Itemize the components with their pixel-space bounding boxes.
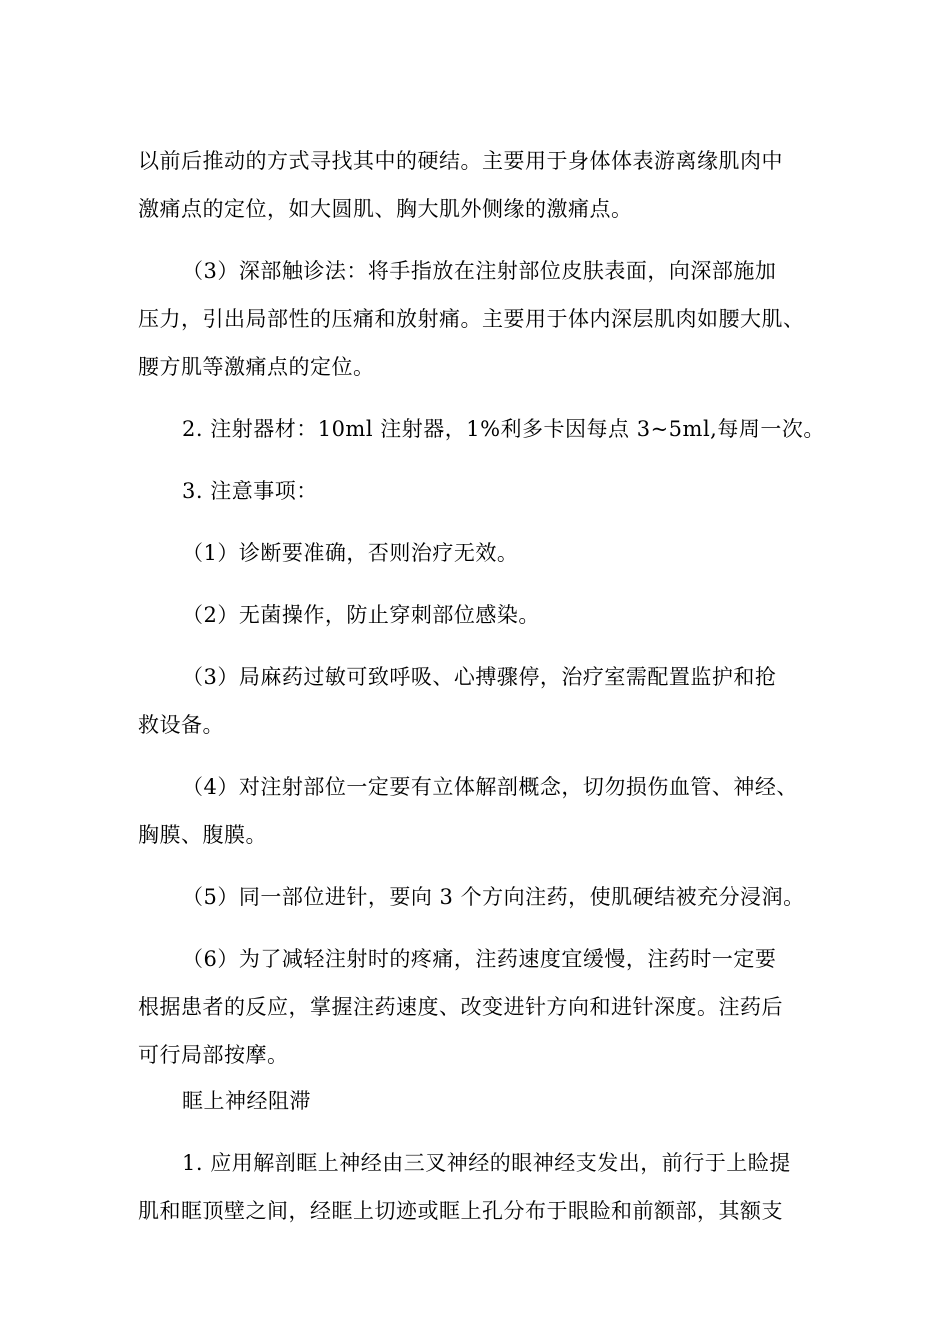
text-line-10: （3）局麻药过敏可致呼吸、心搏骤停，治疗室需配置监护和抢 [182,665,777,689]
text-line-3: （3）深部触诊法：将手指放在注射部位皮肤表面，向深部施加 [182,259,777,283]
text-line-8: （1）诊断要准确，否则治疗无效。 [182,541,519,565]
text-line-6: 2. 注射器材：10ml 注射器，1%利多卡因每点 3~5ml,每周一次。 [182,417,825,441]
section-heading: 眶上神经阻滞 [182,1089,311,1113]
text-line-20: 肌和眶顶壁之间，经眶上切迹或眶上孔分布于眼睑和前额部，其额支 [138,1199,783,1223]
text-line-17: 可行局部按摩。 [138,1043,289,1067]
text-line-16: 根据患者的反应，掌握注药速度、改变进针方向和进针深度。注药后 [138,995,783,1019]
text-line-2: 激痛点的定位，如大圆肌、胸大肌外侧缘的激痛点。 [138,197,633,221]
text-line-5: 腰方肌等激痛点的定位。 [138,355,375,379]
text-line-12: （4）对注射部位一定要有立体解剖概念，切勿损伤血管、神经、 [182,775,798,799]
text-line-7: 3. 注意事项： [182,479,318,503]
text-line-9: （2）无菌操作，防止穿刺部位感染。 [182,603,540,627]
text-line-13: 胸膜、腹膜。 [138,823,267,847]
text-line-14: （5）同一部位进针，要向 3 个方向注药，使肌硬结被充分浸润。 [182,885,805,909]
text-line-19: 1. 应用解剖眶上神经由三叉神经的眼神经支发出，前行于上睑提 [182,1151,791,1175]
text-line-4: 压力，引出局部性的压痛和放射痛。主要用于体内深层肌肉如腰大肌、 [138,307,805,331]
text-line-15: （6）为了减轻注射时的疼痛，注药速度宜缓慢，注药时一定要 [182,947,777,971]
text-line-1: 以前后推动的方式寻找其中的硬结。主要用于身体体表游离缘肌肉中 [138,149,783,173]
text-line-11: 救设备。 [138,713,224,737]
